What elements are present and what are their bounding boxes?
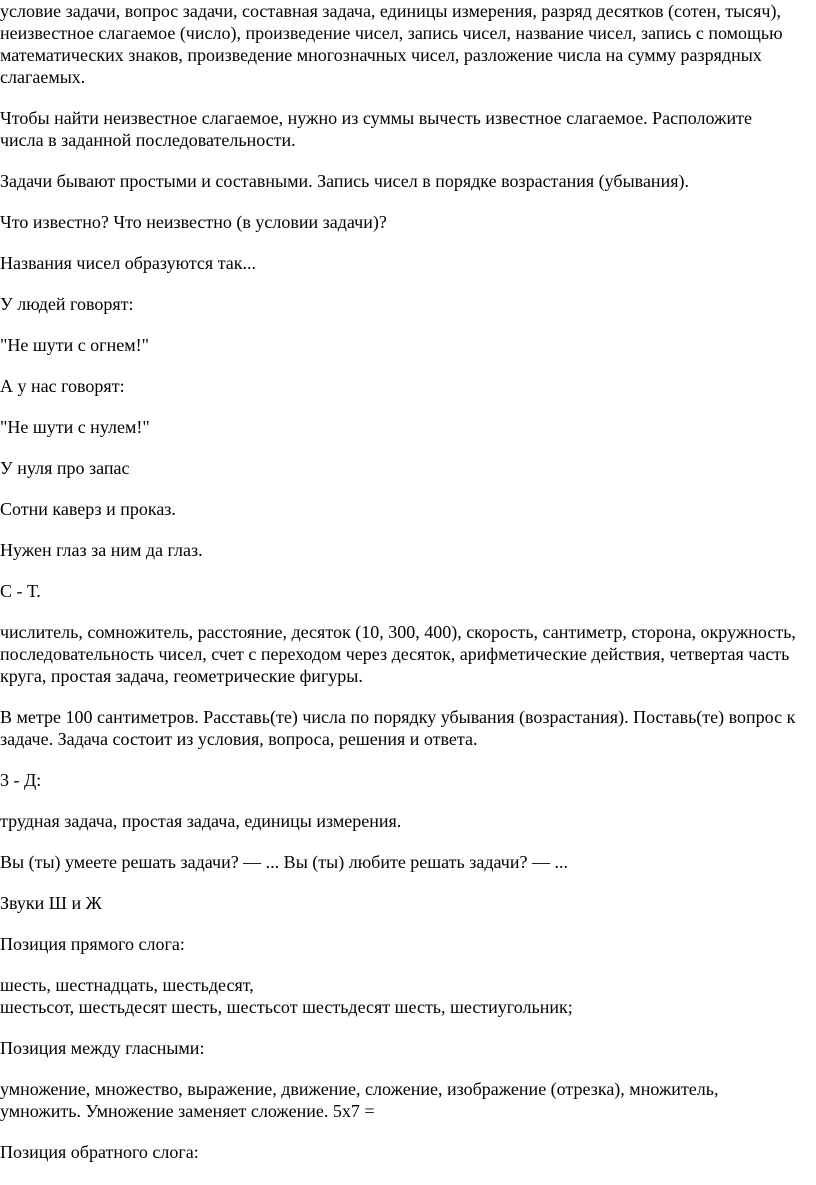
paragraph-unknown-addend-rule: Чтобы найти неизвестное слагаемое, нужно из суммы вычесть известное слагаемое. Расположите числа в заданной последовательности. [0, 108, 752, 150]
paragraph-number-names: Названия чисел образуются так... [0, 253, 257, 273]
paragraph-z-d-words: трудная задача, простая задача, единицы измерения. [0, 811, 402, 831]
paragraph-known-unknown: Что известно? Что неизвестно (в условии задачи)? [0, 212, 387, 232]
section-heading-s-t: С - Т. [0, 581, 41, 601]
paragraph-terms-list: условие задачи, вопрос задачи, составная задача, единицы измерения, разряд десятков (сотен, тысяч), неизвестное слагаемое (число), произведение чисел, запись чисел, название чисел, запись с помощью математических знаков, произведение многозначных чисел, разложение числа на сумму разрядных слагаемых. [0, 1, 783, 87]
section-heading-z-d: 3 - Д: [0, 770, 42, 790]
poem-line-7: Нужен глаз за ним да глаз. [0, 540, 203, 560]
paragraph-multiplication-words: умножение, множество, выражение, движение, сложение, изображение (отрезка), множитель, умножить. Умножение заменяет сложение. 5х7 = [0, 1079, 719, 1121]
poem-line-4: "Не шути с нулем!" [0, 417, 150, 437]
paragraph-meter-sentences: В метре 100 сантиметров. Расставь(те) числа по порядку убывания (возрастания). Поставь(те) вопрос к задаче. Задача состоит из условия, вопроса, решения и ответа. [0, 707, 796, 749]
poem-line-2: "Не шути с огнем!" [0, 335, 149, 355]
poem-line-5: У нуля про запас [0, 458, 130, 478]
subheading-reverse-syllable: Позиция обратного слога: [0, 1142, 199, 1162]
paragraph-six-words: шесть, шестнадцать, шестьдесят, шестьсот, шестьдесят шесть, шестьсот шестьдесят шесть, шестиугольник; [0, 975, 573, 1017]
subheading-between-vowels: Позиция между гласными: [0, 1038, 205, 1058]
paragraph-questions: Вы (ты) умеете решать задачи? — ... Вы (ты) любите решать задачи? — ... [0, 852, 568, 872]
paragraph-s-t-words: числитель, сомножитель, расстояние, десяток (10, 300, 400), скорость, сантиметр, сторона, окружность, последовательность чисел, счет с переходом через десяток, арифметические действия, четвертая часть круга, простая задача, геометрические фигуры. [0, 622, 796, 686]
paragraph-task-types: Задачи бывают простыми и составными. Запись чисел в порядке возрастания (убывания). [0, 171, 689, 191]
section-heading-sh-zh: Звуки Ш и Ж [0, 893, 102, 913]
poem-line-1: У людей говорят: [0, 294, 134, 314]
poem-line-6: Сотни каверз и проказ. [0, 499, 176, 519]
poem-line-3: А у нас говорят: [0, 376, 125, 396]
subheading-direct-syllable: Позиция прямого слога: [0, 934, 185, 954]
